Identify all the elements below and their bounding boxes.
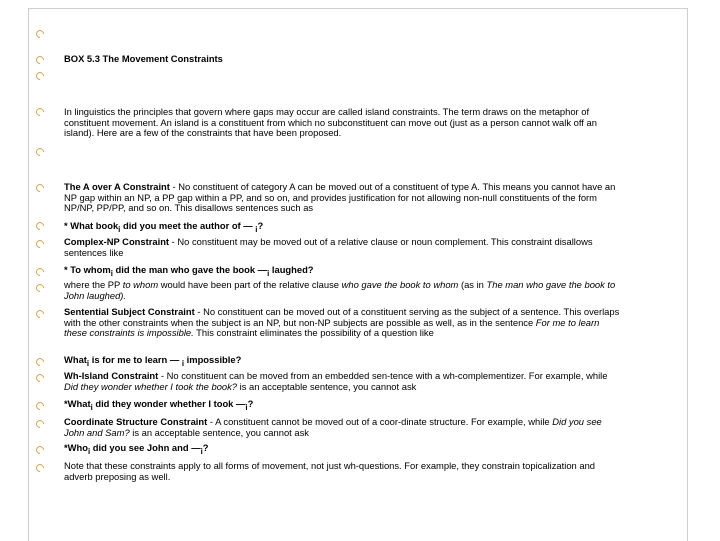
index-subscript: i <box>245 402 248 412</box>
constraint-name: Wh-Island Constraint <box>64 370 159 381</box>
index-subscript: i <box>255 224 258 234</box>
italic-text: to whom <box>122 279 159 290</box>
constraint-text: - No constituent of category A can be moved out of a constituent of type A. This means you cannot have an NP gap within an NP, a PP gap within a PP, and so on, and provides justification for not allowing non-null constituents of the form NP/NP, PP/PP, and so on. This disallows sentences such as <box>64 181 616 214</box>
example-text: * To whom <box>64 264 111 275</box>
constraint-text: This constraint eliminates the possibility of a question like <box>193 327 434 339</box>
constraint-name: Coordinate Structure Constraint <box>64 416 208 427</box>
italic-text: Did you see John and Sam? <box>64 416 602 438</box>
constraint-text: is an acceptable sentence, you cannot ask <box>129 426 309 438</box>
wh-island-paragraph <box>64 371 624 392</box>
example-text: *What <box>64 398 91 409</box>
example-text: did you meet the author of — <box>120 220 256 231</box>
example-sentence-1 <box>64 221 624 235</box>
example-text: * What book <box>64 220 119 231</box>
index-subscript: i <box>200 446 203 456</box>
box-title: BOX 5.3 The Movement Constraints <box>64 53 223 64</box>
a-over-a-paragraph <box>64 182 624 214</box>
intro-paragraph: In linguistics the principles that govern where gaps may occur are called island constraints. The term draws on the metaphor of constituent movement. An island is a constituent from which no subconstituent can move out (just as a person cannot walk off an island). Here are a few of the constraints that have been proposed. <box>64 106 597 139</box>
constraint-name: Sentential Subject Constraint <box>64 306 195 317</box>
constraint-name: Complex-NP Constraint <box>64 236 170 247</box>
example-text: ? <box>247 398 254 409</box>
complex-np-paragraph <box>64 237 624 258</box>
italic-text: Did they wonder whether I took the book? <box>64 380 238 392</box>
note-paragraph: Note that these constraints apply to all forms of movement, not just wh-questions. For example, they constrain topicalization and adverb preposing as well. <box>64 460 595 482</box>
constraint-text: - No constituent can be moved out of a constituent serving as the subject of a sentence. This overlaps with the other constraints when the subject is an NP, but non-NP subjects are possible as well, as in the sentence <box>64 306 620 328</box>
constraint-text: - No constituent may be moved out of a relative clause or noun complement. This constraint disallows sentences like <box>64 236 593 258</box>
italic-text: who gave the book to whom <box>341 279 459 290</box>
where-pp-paragraph <box>64 280 624 301</box>
index-subscript: i <box>90 402 93 412</box>
example-sentence-5 <box>64 443 624 457</box>
index-subscript: i <box>181 358 185 368</box>
index-subscript: i <box>86 358 90 368</box>
example-text: What <box>64 354 87 365</box>
example-text: *Who <box>64 442 88 453</box>
index-subscript: i <box>87 446 91 456</box>
example-text: did you see John and — <box>90 442 201 453</box>
constraint-text: is an acceptable sentence, you cannot ask <box>237 380 417 392</box>
example-text: laughed? <box>269 264 314 275</box>
example-sentence-4 <box>64 399 624 413</box>
body-text: would have been part of the relative clause <box>158 279 342 290</box>
body-text: where the PP <box>64 279 123 290</box>
example-text: did the man who gave the book — <box>112 264 268 275</box>
example-text: impossible? <box>184 354 242 365</box>
italic-text: The man who gave the book to John laughed). <box>64 279 616 301</box>
italic-text: For me to learn these constraints is impossible. <box>64 316 600 339</box>
body-text: (as in <box>458 279 487 290</box>
index-subscript: i <box>110 268 113 278</box>
example-text: ? <box>257 220 264 231</box>
index-subscript: i <box>118 224 121 234</box>
example-sentence-2 <box>64 265 624 279</box>
constraint-text: - A constituent cannot be moved out of a coor-dinate structure. For example, while <box>207 416 553 427</box>
constraint-name: The A over A Constraint <box>64 181 170 192</box>
sentential-subject-paragraph <box>64 307 624 339</box>
index-subscript: i <box>267 268 270 278</box>
example-sentence-3 <box>64 355 624 369</box>
constraint-text: - No constituent can be moved from an embedded sen-tence with a wh-complementizer. For example, while <box>158 370 608 381</box>
example-text: did they wonder whether I took — <box>92 398 246 409</box>
example-text: is for me to learn — <box>89 354 182 365</box>
coordinate-structure-paragraph <box>64 417 624 438</box>
example-text: ? <box>202 442 209 453</box>
